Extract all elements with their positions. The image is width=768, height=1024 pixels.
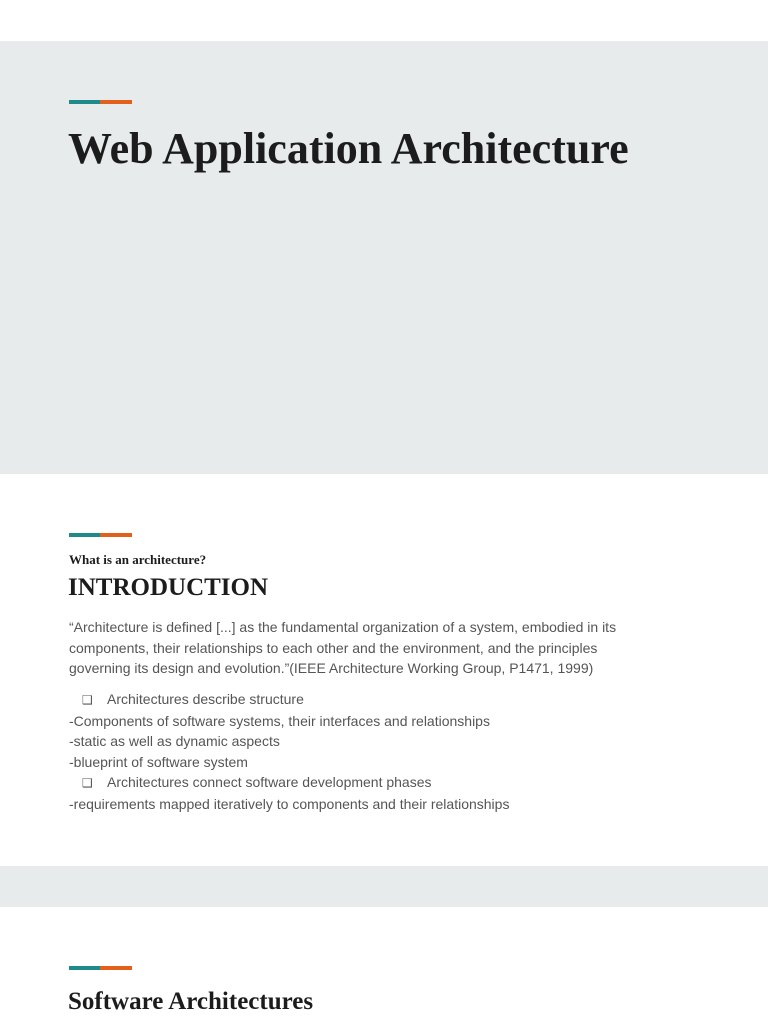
list-item [69,689,709,711]
quote-line: governing its design and evolution.”(IEEE Architecture Working Group, P1471, 1999) [69,660,594,676]
list-item-text: -blueprint of software system [69,753,248,770]
section-heading: Software Architectures [68,988,314,1015]
accent-bar [69,966,132,970]
accent-bar-orange [100,100,132,104]
list-item-text: Architectures describe structure [107,691,304,707]
slide-title [0,41,768,474]
section-kicker: What is an architecture? [69,552,207,567]
slide-separator [0,866,768,907]
checkbox-bullet-icon: ❑ [82,776,93,791]
list-item-text: -requirements mapped iteratively to components and their relationships [69,795,510,812]
slide-introduction [0,474,768,866]
accent-bar [69,100,132,104]
slide-title-text: Web Application Architecture [68,124,629,173]
accent-bar-teal [69,966,100,970]
list-item-text: -static as well as dynamic aspects [69,733,280,750]
accent-bar-teal [69,533,100,537]
section-heading: INTRODUCTION [68,574,269,601]
checkbox-bullet-icon: ❑ [82,693,93,707]
list-item [69,794,709,815]
list-item [69,772,709,794]
accent-bar-orange [100,966,132,970]
quote-line: “Architecture is defined [...] as the fundamental organization of a system, embodied in its [69,619,617,635]
quote-line: components, their relationships to each other and the environment, and the principles [69,639,598,656]
list-item [69,731,709,752]
list-item [69,752,709,773]
accent-bar [69,533,132,537]
accent-bar-teal [69,100,100,104]
definition-quote [69,617,699,679]
list-item [69,711,709,732]
slide-software-architectures [0,907,768,1024]
accent-bar-orange [100,533,132,537]
list-item-text: Architectures connect software development phases [107,774,432,791]
list-item-text: -Components of software systems, their interfaces and relationships [69,712,490,729]
architecture-points [69,689,709,815]
